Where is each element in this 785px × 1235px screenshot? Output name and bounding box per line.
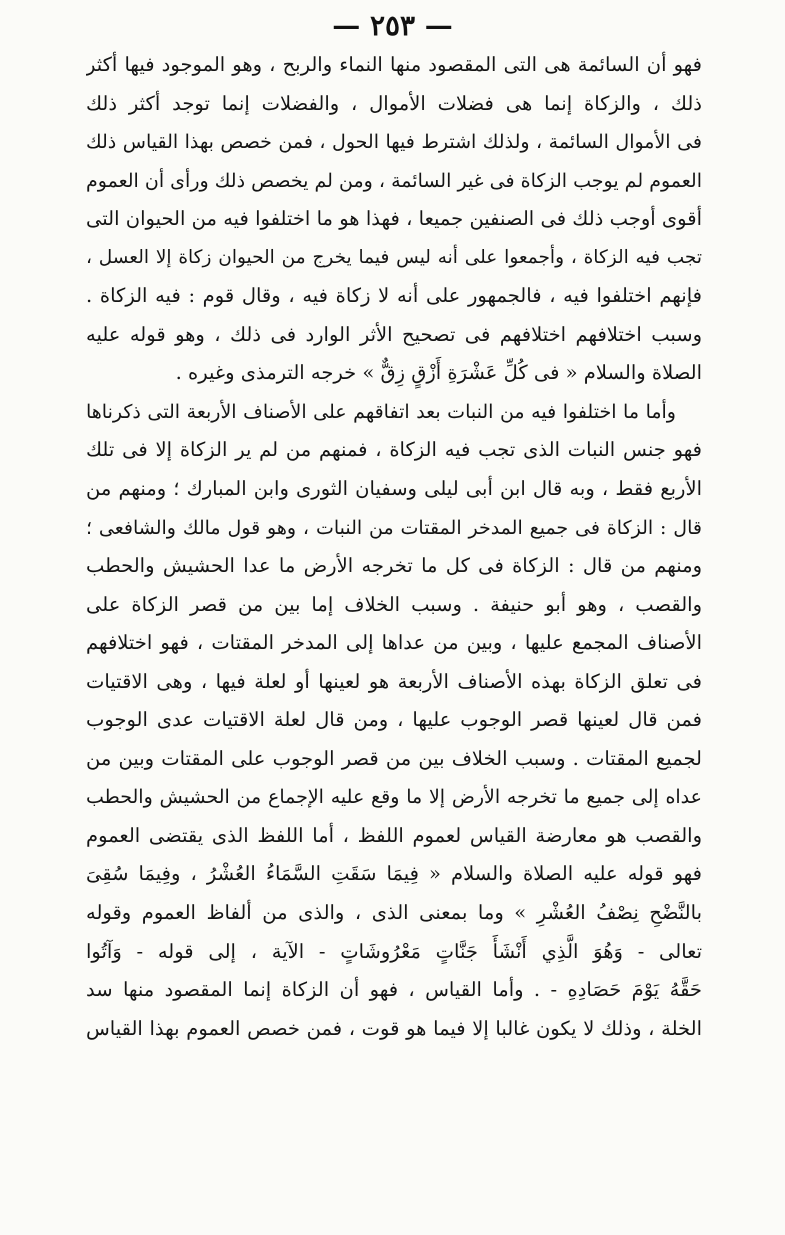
text-line: العموم لم يوجب الزكاة فى غير السائمة ، ومن لم يخصص ذلك ورأى أن العموم — [86, 169, 702, 192]
text-line: ذلك ، والزكاة إنما هى فضلات الأموال ، والفضلات إنما توجد أكثر ذلك — [86, 91, 702, 115]
text-line: لجميع المقتات . وسبب الخلاف بين من قصر الوجوب على المقتات وبين من — [86, 746, 702, 770]
body-text — [86, 46, 702, 1048]
text-line: فإنهم اختلفوا فيه ، فالجمهور على أنه لا زكاة فيه ، وقال قوم : فيه الزكاة . — [86, 284, 702, 308]
page-number: — ٢٥٣ — — [332, 9, 453, 42]
text-line: الأصناف المجمع عليها ، وبين من عداها إلى المدخر المقتات ، فهو اختلافهم — [86, 631, 702, 655]
text-line: فهو قوله عليه الصلاة والسلام « فِيمَا سَقَتِ السَّمَاءُ العُشْرُ ، وفِيمَا سُقِىَ — [86, 862, 702, 886]
text-line: بالنَّضْحِ نِصْفُ العُشْرِ » وما بمعنى الذى ، والذى من ألفاظ العموم وقوله — [86, 901, 702, 925]
text-line: الأربع فقط ، وبه قال ابن أبى ليلى وسفيان الثورى وابن المبارك ؛ ومنهم من — [86, 477, 702, 501]
text-line: الصلاة والسلام « فى كُلِّ عَشْرَةِ أَزْقٍ زِقٌّ » خرجه الترمذى وغيره . — [175, 361, 702, 385]
text-line: تجب فيه الزكاة ، وأجمعوا على أنه ليس فيما يخرج من الحيوان زكاة إلا العسل ، — [86, 246, 702, 268]
text-line: أقوى أوجب ذلك فى الصنفين جميعا ، فهذا هو ما اختلفوا فيه من الحيوان التى — [86, 207, 702, 231]
paragraph-start-line: وأما ما اختلفوا فيه من النبات بعد اتفاقهم على الأصناف الأربعة التى ذكرناها — [86, 400, 676, 423]
text-line: فى الأموال السائمة ، ولذلك اشترط فيها الحول ، فمن خصص بهذا القياس ذلك — [86, 131, 702, 154]
text-line: فهو جنس النبات الذى تجب فيه الزكاة ، فمنهم من لم ير الزكاة إلا فى تلك — [86, 438, 702, 462]
text-line: والقصب ، وهو أبو حنيفة . وسبب الخلاف إما بين من قصر الزكاة على — [86, 592, 702, 616]
text-line: فمن قال لعينها قصر الوجوب عليها ، ومن قال لعلة الاقتيات عدى الوجوب — [86, 708, 702, 732]
text-line: حَقَّهُ يَوْمَ حَصَادِهِ - . وأما القياس ، فهو أن الزكاة إنما المقصود منها سد — [86, 978, 702, 1002]
text-line: عداه إلى جميع ما تخرجه الأرض إلا ما وقع عليه الإجماع من الحشيش والحطب — [86, 786, 702, 809]
text-line: والقصب هو معارضة القياس لعموم اللفظ ، أما اللفظ الذى يقتضى العموم — [86, 823, 702, 847]
text-line: فهو أن السائمة هى التى المقصود منها النماء والربح ، وهو الموجود فيها أكثر — [86, 53, 702, 76]
text-line: وسبب اختلافهم اختلافهم فى تصحيح الأثر الوارد فى ذلك ، وهو قوله عليه — [86, 322, 702, 346]
text-line: الخلة ، وذلك لا يكون غالبا إلا فيما هو قوت ، فمن خصص العموم بهذا القياس — [86, 1016, 702, 1040]
text-line: ومنهم من قال : الزكاة فى كل ما تخرجه الأرض ما عدا الحشيش والحطب — [86, 554, 702, 578]
text-line: قال : الزكاة فى جميع المدخر المقتات من النبات ، وهو قول مالك والشافعى ؛ — [86, 516, 702, 539]
text-line: فى تعلق الزكاة بهذه الأصناف الأربعة هو لعينها أو لعلة فيها ، وهى الاقتيات — [86, 669, 702, 693]
text-line: تعالى - وَهُوَ الَّذِي أَنْشَأَ جَنَّاتٍ مَعْرُوشَاتٍ - الآية ، إلى قوله - وَآتُوا — [86, 939, 702, 963]
